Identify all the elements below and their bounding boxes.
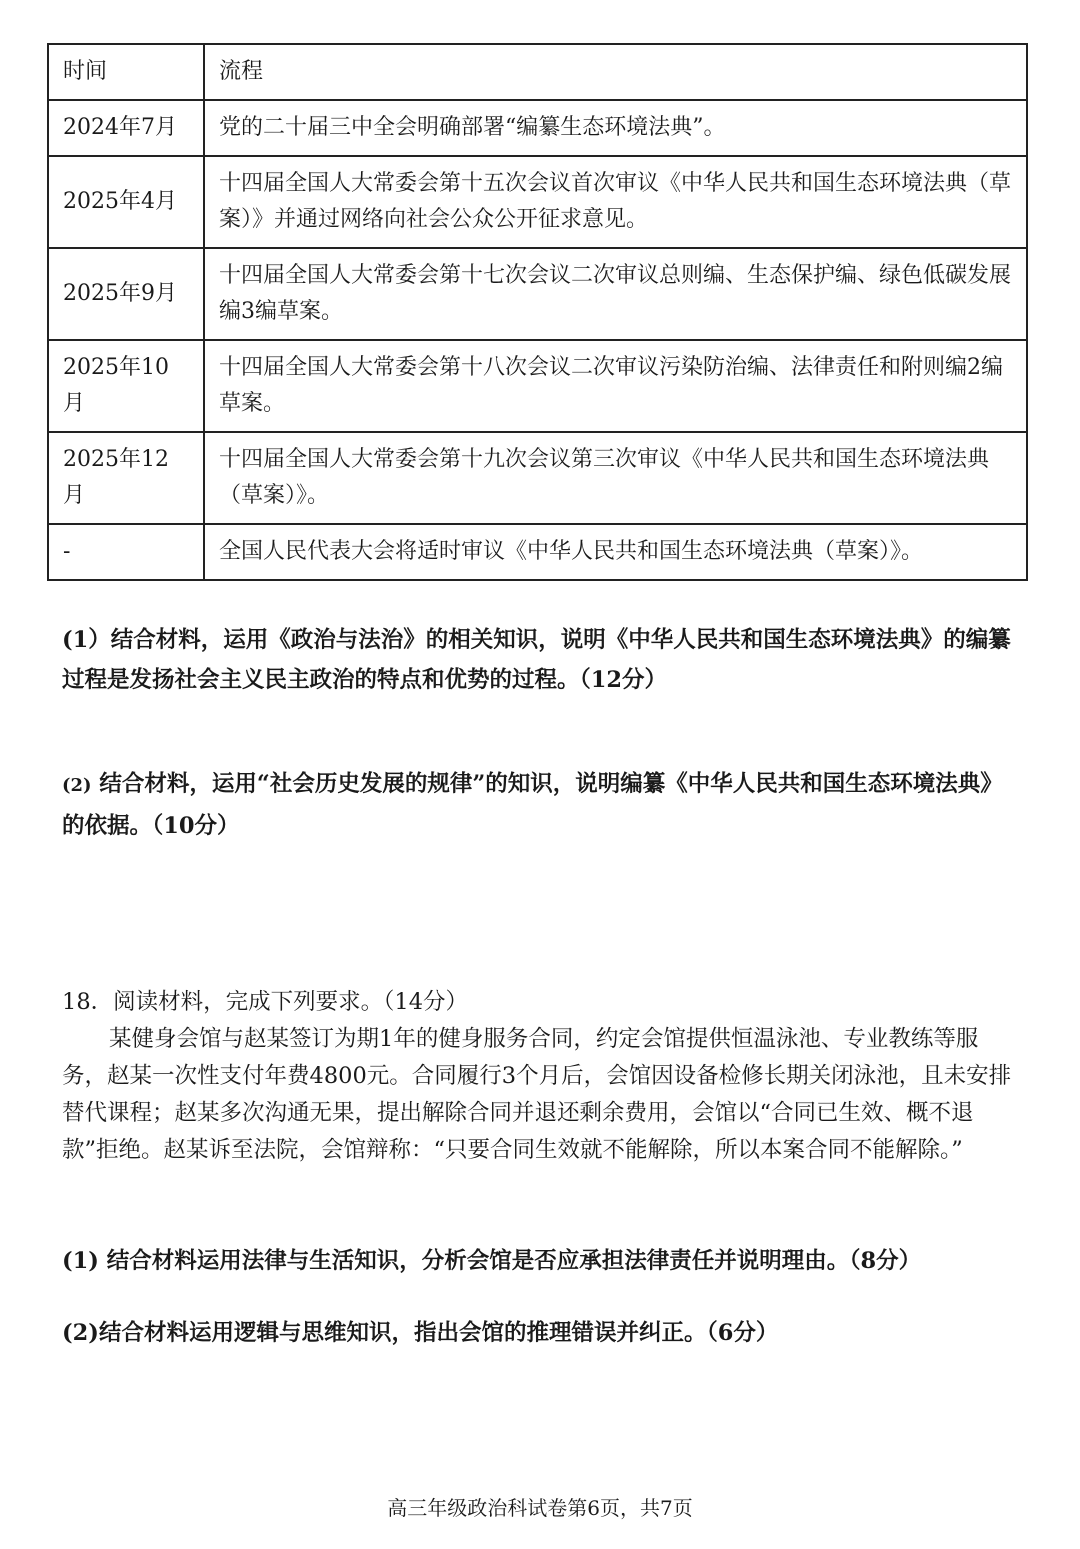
table-row (48, 340, 1027, 432)
table-row (48, 248, 1027, 340)
row-process: 十四届全国人大常委会第十七次会议二次审议总则编、生态保护编、绿色低碳发展编3编草案。 (204, 248, 1027, 340)
q18-part1: (1) 结合材料运用法律与生活知识，分析会馆是否应承担法律责任并说明理由。（8分） (62, 1248, 922, 1274)
row-time: 2025年4月 (48, 156, 204, 248)
row-time: 2025年10月 (48, 340, 204, 432)
header-time: 时间 (48, 44, 204, 100)
row-process: 十四届全国人大常委会第十八次会议二次审议污染防治编、法律责任和附则编2编草案。 (204, 340, 1027, 432)
row-process: 十四届全国人大常委会第十五次会议首次审议《中华人民共和国生态环境法典（草案）》并通过网络向社会公众公开征求意见。 (204, 156, 1027, 248)
row-time: - (48, 524, 204, 580)
table-row (48, 432, 1027, 524)
header-process: 流程 (204, 44, 1027, 100)
table-header-row (48, 44, 1027, 100)
q17-part2-number: (2) (62, 775, 92, 796)
row-process: 十四届全国人大常委会第十九次会议第三次审议《中华人民共和国生态环境法典（草案）》。 (204, 432, 1027, 524)
row-time: 2025年12月 (48, 432, 204, 524)
question-18 (62, 984, 1012, 1169)
row-time: 2024年7月 (48, 100, 204, 156)
q17-part1: (1）结合材料，运用《政治与法治》的相关知识，说明《中华人民共和国生态环境法典》的编纂过程是发扬社会主义民主政治的特点和优势的过程。（12分） (62, 627, 1011, 693)
q17-part2 (62, 764, 1012, 846)
page-footer: 高三年级政治科试卷第6页，共7页 (387, 1496, 693, 1520)
table-row (48, 100, 1027, 156)
q17-part2-text: 结合材料，运用“社会历史发展的规律”的知识，说明编纂《中华人民共和国生态环境法典》的依据。（10分） (62, 771, 1003, 839)
timeline-table (47, 43, 1028, 581)
q18-title: 18．阅读材料，完成下列要求。（14分） (62, 989, 469, 1015)
table-row (48, 524, 1027, 580)
table-row (48, 156, 1027, 248)
row-process: 党的二十届三中全会明确部署“编纂生态环境法典”。 (204, 100, 1027, 156)
q18-part2: (2)结合材料运用逻辑与思维知识，指出会馆的推理错误并纠正。（6分） (62, 1320, 779, 1346)
q18-material: 某健身会馆与赵某签订为期1年的健身服务合同，约定会馆提供恒温泳池、专业教练等服务，赵某一次性支付年费4800元。合同履行3个月后，会馆因设备检修长期关闭泳池，且未安排替代课程；赵某多次沟通无果，提出解除合同并退还剩余费用，会馆以“合同已生效、概不退款”拒绝。赵某诉至法院，会馆辩称：“只要合同生效就不能解除，所以本案合同不能解除。” (62, 1026, 1012, 1163)
row-time: 2025年9月 (48, 248, 204, 340)
row-process: 全国人民代表大会将适时审议《中华人民共和国生态环境法典（草案）》。 (204, 524, 1027, 580)
